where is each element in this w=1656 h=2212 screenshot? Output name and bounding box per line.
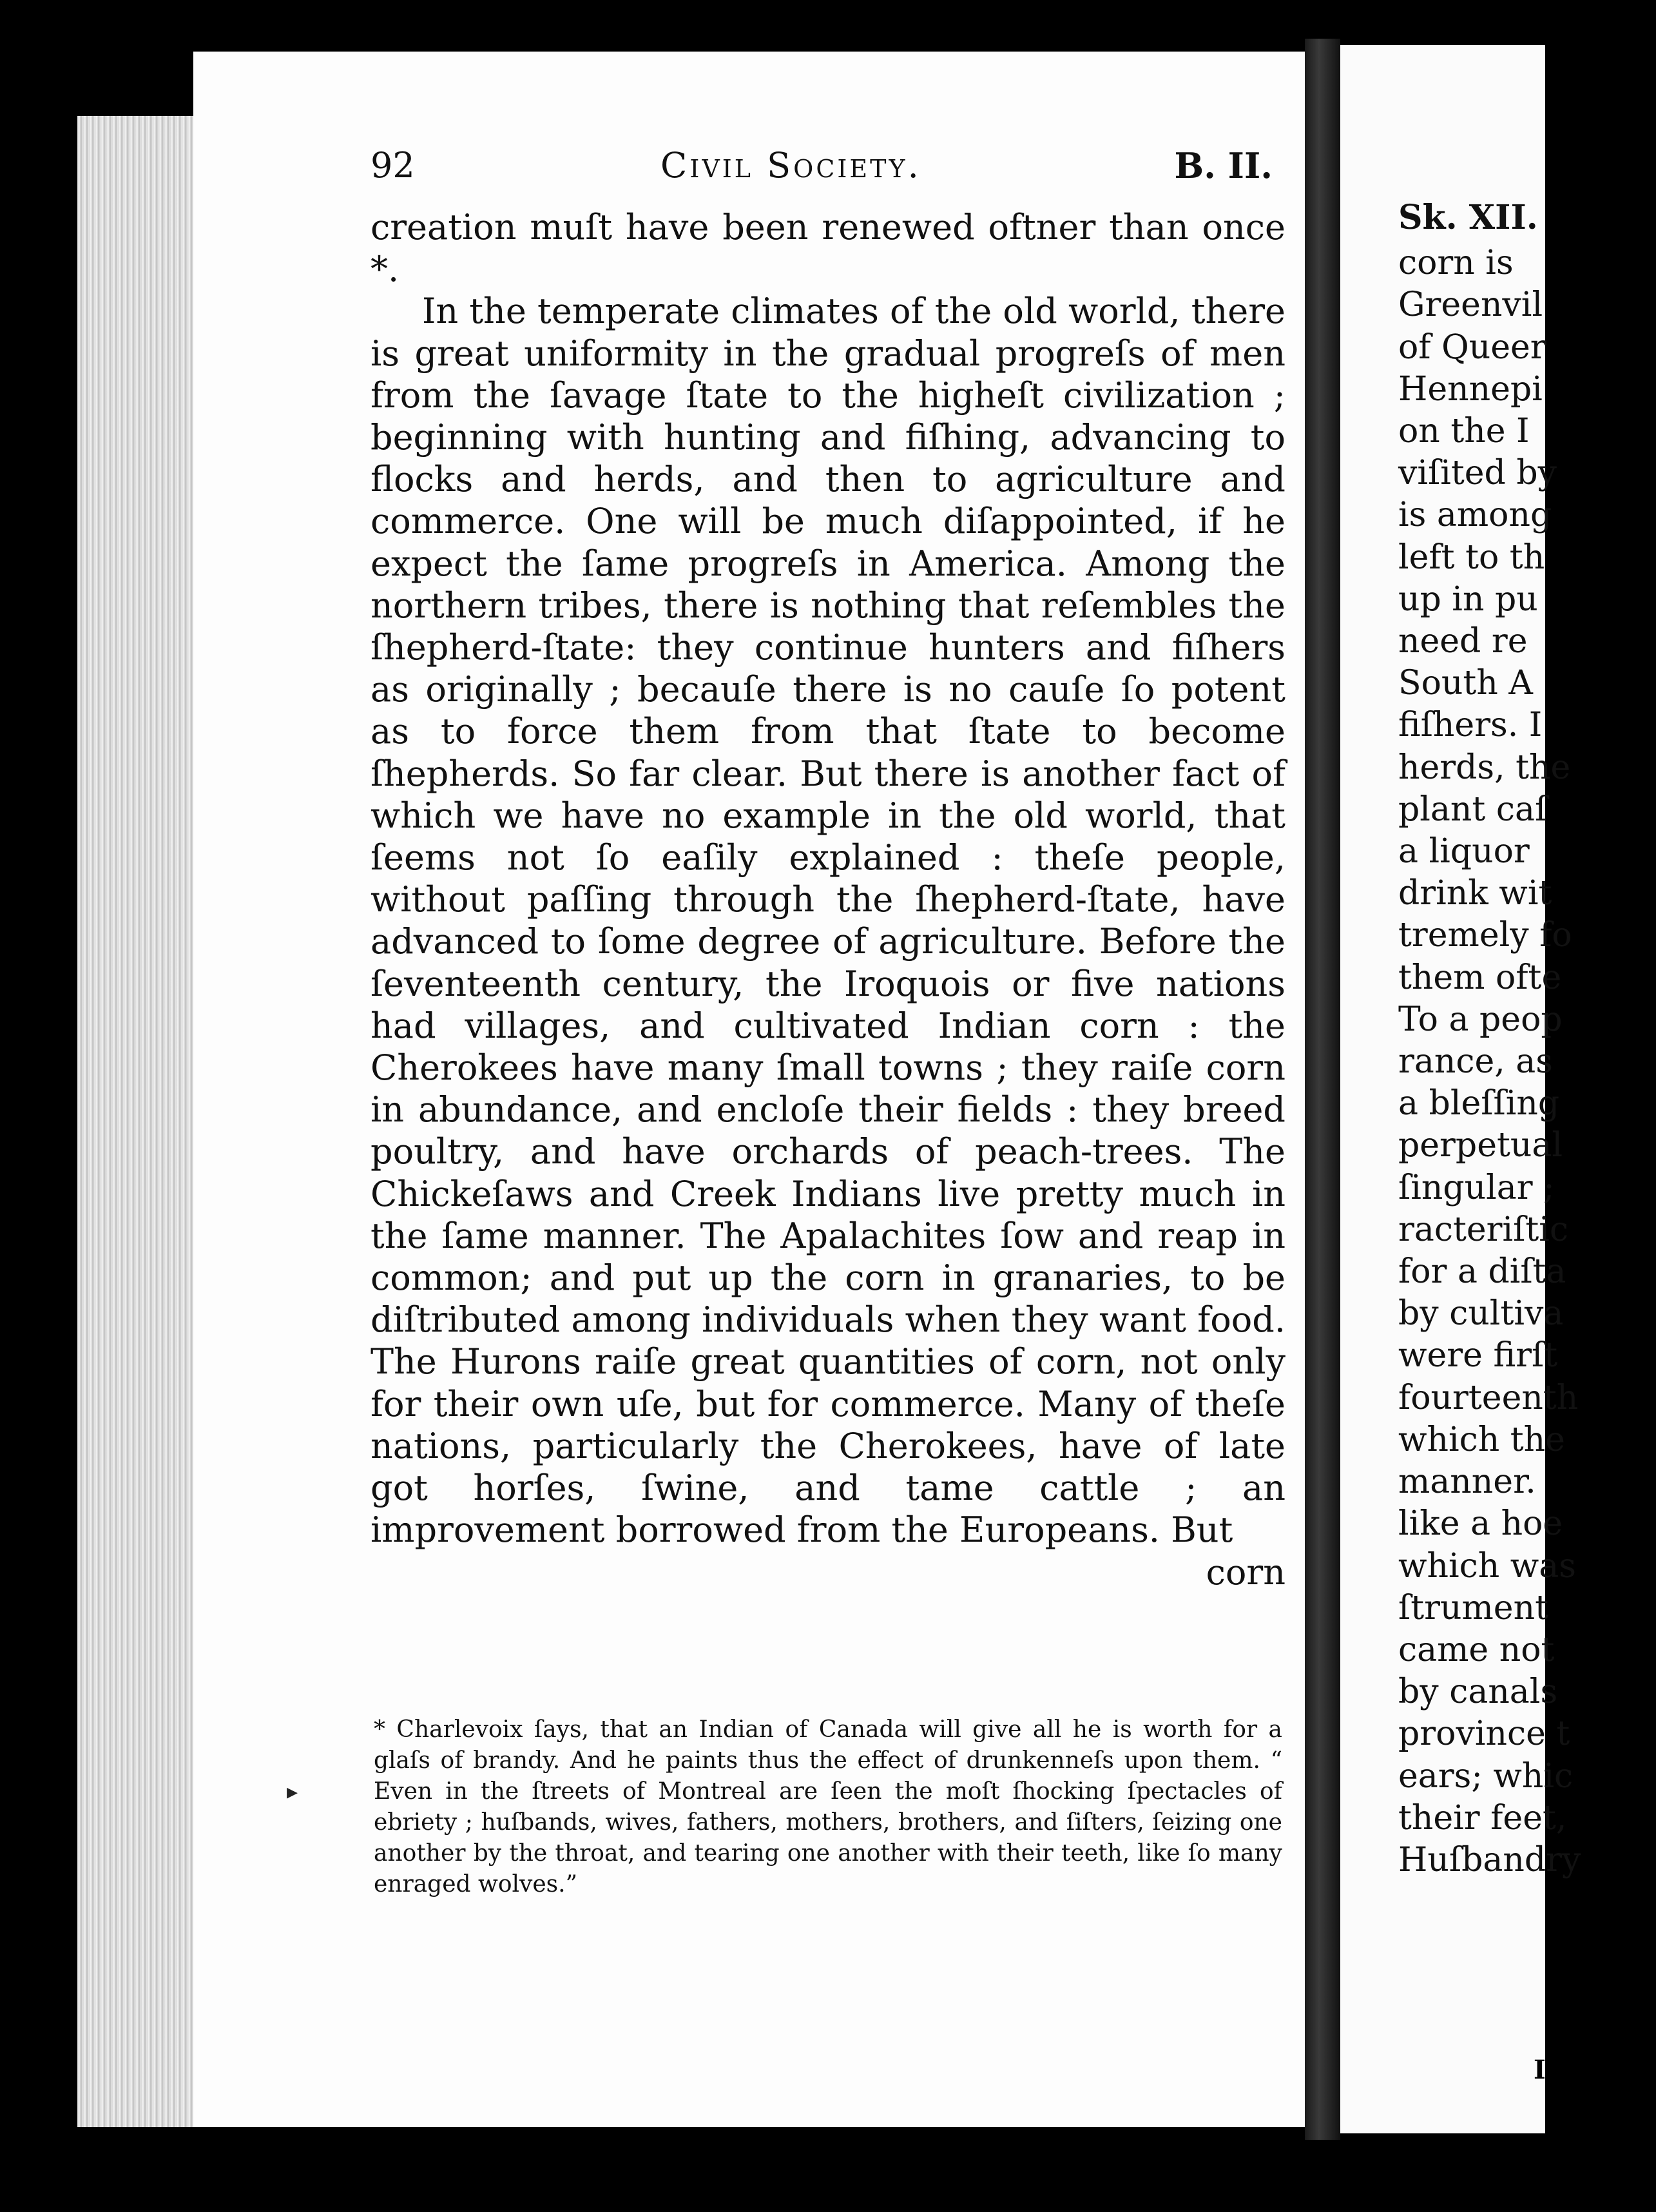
right-page-line: a liquor [1398, 832, 1530, 871]
right-page-line: a bleſſing [1398, 1084, 1560, 1123]
right-page-line: racteriſtic [1398, 1210, 1569, 1249]
right-page-line: were firſt [1398, 1336, 1558, 1375]
right-page-line: manner. [1398, 1462, 1536, 1502]
right-page-line: plant caſ [1398, 790, 1548, 829]
right-page-line: is among [1398, 496, 1552, 535]
right-page-line: them ofte [1398, 958, 1562, 997]
right-page-line: herds, the [1398, 748, 1571, 787]
right-page-line: by cultiva [1398, 1294, 1564, 1334]
right-page-line: viſited by [1398, 454, 1557, 493]
right-page-line: South A [1398, 664, 1533, 703]
book-reference: B. II. [1174, 145, 1273, 186]
page-number: 92 [371, 145, 415, 186]
right-page-line: of Queer [1398, 327, 1546, 367]
right-page-line: Greenvil [1398, 286, 1543, 325]
right-page-line: left to th [1398, 538, 1545, 577]
signature-mark: I [1534, 2055, 1546, 2085]
right-page-line: need re [1398, 622, 1528, 661]
catchword: corn [1206, 1552, 1285, 1593]
right-page-line: rance, as [1398, 1042, 1553, 1082]
right-page-line: ears; whic [1398, 1756, 1574, 1796]
right-page-line: corn is [1398, 244, 1514, 283]
book-gutter [1305, 39, 1340, 2140]
margin-mark: ▸ [287, 1779, 298, 1805]
right-page-text [1398, 197, 1656, 1881]
right-page-line: up in pu [1398, 579, 1538, 619]
right-page-line: ſingular ; [1398, 1168, 1555, 1207]
paragraph: creation muſt have been renewed oftner than once *. [371, 207, 1285, 290]
right-page-line: perpetual [1398, 1126, 1563, 1165]
footnote: * Charlevoix ſays, that an Indian of Canada will give all he is worth for a glaſs of brandy. And he paints thus the effect of drunkenneſs upon them. “ Even in the ſtreets of Montreal are ſeen the moſt ſhocking ſpectacles of ebriety ; huſbands, wives, fathers, mothers, brothers, and ſiſters, ſeizing one another by the throat, and tearing one another with their teeth, like ſo many enraged wolves.” [374, 1716, 1282, 1897]
right-page-line: province t [1398, 1714, 1570, 1754]
right-page-line: fiſhers. I [1398, 706, 1543, 745]
right-page [1340, 45, 1581, 2133]
right-page-line: drink wit [1398, 874, 1552, 913]
running-title: Civil Society. [660, 145, 921, 186]
right-page-line: fourteenth [1398, 1378, 1579, 1417]
right-page-lines [1398, 242, 1656, 1881]
right-page-line: ſtrument [1398, 1588, 1548, 1627]
right-page-line: their feet, [1398, 1798, 1567, 1838]
right-page-line: by canals [1398, 1673, 1558, 1712]
right-page-line: came not [1398, 1630, 1555, 1669]
right-page-line: Hennepi [1398, 369, 1543, 409]
right-page-line: like a hoe [1398, 1504, 1563, 1544]
right-page-line: tremely fo [1398, 916, 1572, 955]
page-edge [77, 116, 200, 2127]
right-running-head: Sk. XII. [1398, 198, 1538, 237]
right-page-line: To a peop [1398, 1000, 1563, 1039]
right-page-line: on the I [1398, 412, 1530, 451]
paragraph: In the temperate climates of the old world, there is great uniformity in the gradual progreſs of men from the ſavage ſtate to the higheſt civilization ; beginning with hunting and fiſhing, advancing to flocks and herds, and then to agriculture and commerce. One will be much diſappointed, if he expect the ſame progreſs in America. Among the northern tribes, there is nothing that reſembles the ſhepherd-ſtate: they continue hunters and fiſhers as originally ; becauſe there is no cauſe ſo potent as to force them from that ſtate to become ſhepherds. So far clear. But there is another fact of which we have no example in the old world, that ſeems not ſo eaſily explained : theſe people, without paſſing through the ſhepherd-ſtate, have advanced to ſome degree of agriculture. Before the ſeventeenth century, the Iroquois or five nations had villages, and cultivated Indian corn : the Cherokees have many ſmall towns ; they raiſe corn in abundance, and encloſe their fields : they breed poultry, and have orchards of peach-trees. The Chickeſaws and Creek Indians live pretty much in the ſame manner. The Apalachites ſow and reap in common; and put up the corn in granaries, to be diſtributed among individuals when they want food. The Hurons raiſe great quantities of corn, not only for their own uſe, but for commerce. Many of theſe nations, particularly the Cherokees, have of late got horſes, ſwine, and tame cattle ; an improvement borrowed from the Europeans. But [371, 291, 1285, 1551]
right-page-line: Huſbandry [1398, 1840, 1581, 1879]
main-text [371, 206, 1285, 1593]
right-page-line: for a diſta [1398, 1252, 1566, 1292]
running-head [371, 145, 1273, 203]
right-page-line: which the [1398, 1420, 1565, 1459]
right-page-line: which was [1398, 1546, 1576, 1586]
